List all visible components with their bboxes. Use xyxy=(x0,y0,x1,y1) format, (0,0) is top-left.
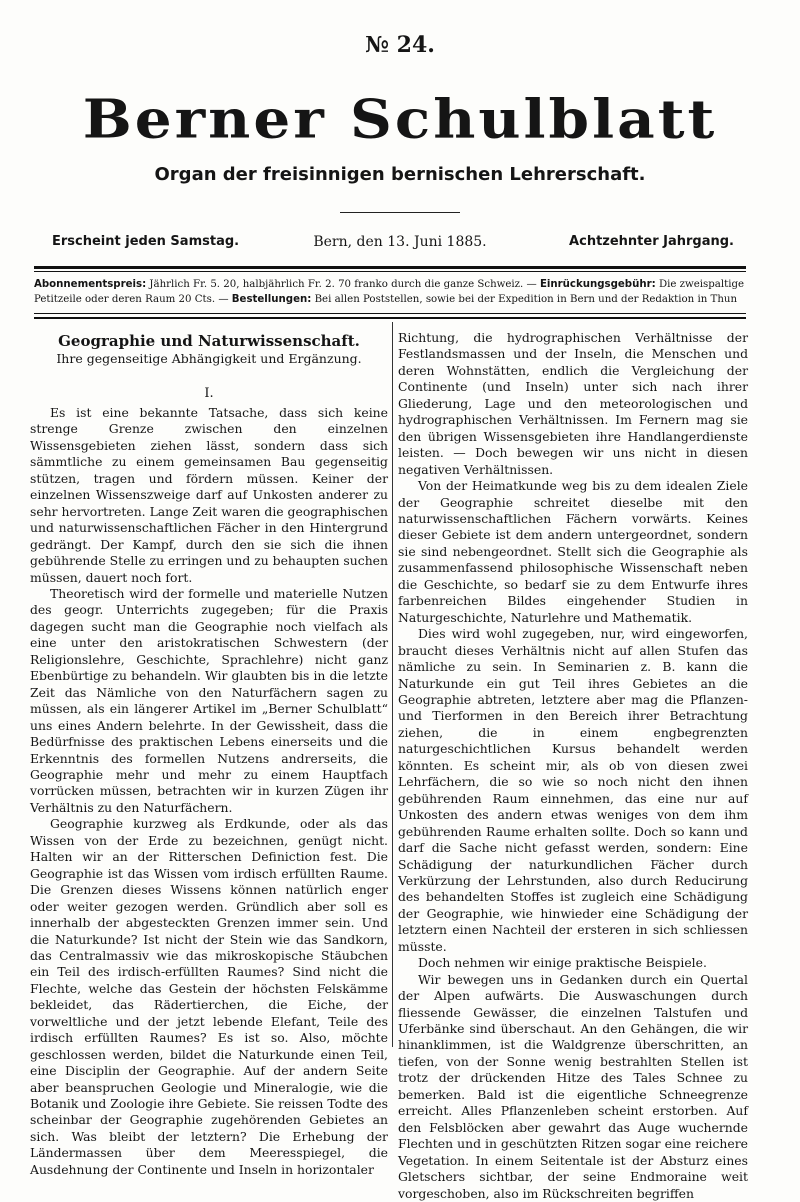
insertion-label: Einrückungsgebühr: xyxy=(539,279,656,290)
article-title: Geographie und Naturwissenschaft. xyxy=(58,332,360,350)
insertion-rate-text: Petitzeile oder deren Raum 20 Cts. — xyxy=(34,294,229,305)
paragraph: Es ist eine bekannte Tatsache, dass sich keine strenge Grenze zwischen den einzelnen Wissensgebieten ziehen lässt, sondern dass sich sämmtliche zu einem gemeinsamen Bau gegenseitig stützen, tragen und fördern müssen. Keiner der einzelnen Wissenszweige darf auf Unkosten anderer zu sehr hervortreten. Lange Zeit waren die geographischen und naturwissenschaftlichen Fächer in den Hintergrund gedrängt. Der Kampf, durch den sie sich die ihnen gebührende Stelle zu erringen und zu behaupten suchen müssen, dauert noch fort. xyxy=(30,405,388,585)
header-rule-thick xyxy=(34,266,746,269)
paragraph: Geographie kurzweg als Erdkunde, oder als das Wissen von der Erde zu bezeichnen, genügt nicht. Halten wir an der Ritterschen Definiction fest. Die Geographie ist das Wissen vom irdisch erfüllten Raume. Die Grenzen dieses Wissens können natürlich enger oder weiter gezogen werden. Gründlich aber soll es innerhalb der abgesteckten Grenzen immer sein. Und die Naturkunde? Ist nicht der Stein wie das Sandkorn, das Centralmassiv wie das mikroskopische Stäubchen ein Teil des irdisch-erfüllten Raumes? Sind nicht die Flechte, welche das Gestein der höchsten Felskämme bekleidet, das Rädertierchen, die Eiche, der vorweltliche und der jetzt lebende Elefant, Teile des irdisch erfüllten Raumes? Es ist so. Also, möchte geschlossen werden, bildet die Naturkunde einen Teil, eine Disciplin der Geographie. Auf der andern Seite aber beanspruchen Geologie und Mineralogie, wie die Botanik und Zoologie ihre Gebiete. Sie reissen Todte des scheinbar der Geographie zugehörenden Gebietes an sich. Was bleibt der letztern? Die Erhebung der Ländermassen über dem Meeresspiegel, die Ausdehnung der Continente und Inseln in horizontaler xyxy=(30,816,388,1177)
paragraph: Von der Heimatkunde weg bis zu dem idealen Ziele der Geographie schreitet dieselbe mit den naturwissenschaftlichen Fächern vorwärts. Keines dieser Gebiete ist dem andern untergeordnet, sondern sie sind nebengeordnet. Stellt sich die Geographie als zusammenfassend philosophische Wissenschaft neben die Geschichte, so bedarf sie zu dem Entwurfe ihres farbenreichen Bildes eingehender Studien in Naturgeschichte, Naturlehre und Mathematik. xyxy=(398,478,748,625)
article-subtitle: Ihre gegenseitige Abhängigkeit und Ergänzung. xyxy=(56,351,362,366)
newspaper-masthead: Berner Schulblatt xyxy=(82,88,718,151)
publication-frequency: Erscheint jeden Samstag. xyxy=(52,234,240,249)
volume-year: Achtzehnter Jahrgang. xyxy=(569,234,734,249)
orders-label: Bestellungen: xyxy=(231,294,312,305)
body-rule-thin xyxy=(34,313,746,314)
paragraph: Dies wird wohl zugegeben, nur, wird eingeworfen, braucht dieses Verhältnis nicht auf allen Stufen das nämliche zu sein. In Seminarien z. B. kann die Naturkunde ein gut Teil ihres Gebietes an die Geographie abtreten, letztere aber mag die Pflanzen- und Tierformen in den Bereich ihrer Betrachtung ziehen, die in einem engbegrenzten naturgeschichtlichen Kursus behandelt werden könnten. Es scheint mir, als ob von diesen zwei Lehrfächern, die so wie so noch nicht den ihnen gebührenden Raum einnehmen, das eine nur auf Unkosten des andern etwas weniges von dem ihm gebührenden Raume erhalten sollte. Doch so kann und darf die Sache nicht gefasst werden, sondern: Eine Schädigung der naturkundlichen Fächer durch Verkürzung der Lehrstunden, also durch Reducirung des behandelten Stoffes ist zugleich eine Schädigung der Geographie, wie hinwieder eine Schädigung der letztern einen Nachteil der ersteren in sich schliessen müsste. xyxy=(398,626,748,954)
column-divider xyxy=(392,322,393,1047)
paragraph: Doch nehmen wir einige praktische Beispiele. xyxy=(418,955,707,971)
paragraph: Wir bewegen uns in Gedanken durch ein Quertal der Alpen aufwärts. Die Auswaschungen durch fliessende Gewässer, die einzelnen Talstufen und Uferbänke sind überschaut. An den Gehängen, die wir hinanklimmen, ist die Waldgrenze überschritten, an tiefen, von der Sonne wenig bestrahlten Stellen ist trotz der drückenden Hitze des Tales Schnee zu bemerken. Bald ist die eigentliche Schneegrenze erreicht. Alles Pflanzenleben scheint erstorben. Auf den Felsblöcken aber gewahrt das Auge wuchernde Flechten und in geschützten Ritzen sogar eine reichere Vegetation. In einem Seitentale ist der Absturz eines Gletschers sichtbar, der seine Endmoraine weit vorgeschoben, also im Rückschreiten begriffen xyxy=(398,971,748,1201)
newspaper-subtitle: Organ der freisinnigen bernischen Lehrerschaft. xyxy=(154,164,646,185)
article-column-right xyxy=(398,330,748,1202)
paragraph: Richtung, die hydrographischen Verhältnisse der Festlandsmassen und der Inseln, die Menschen und deren Wohnstätten, endlich die Vergleichung der Continente (und Inseln) unter sich nach ihrer Gliederung, Lage und den meteorologischen und hydrographischen Verhältnissen. Im Fernern mag sie den übrigen Wissensgebieten ihre Handlangerdienste leisten. — Doch bewegen wir uns nicht in diesen negativen Verhältnissen. xyxy=(398,330,748,477)
subscription-text: Jährlich Fr. 5. 20, halbjährlich Fr. 2. 70 franko durch die ganze Schweiz. — xyxy=(149,279,537,290)
issue-date: Bern, den 13. Juni 1885. xyxy=(313,234,487,250)
subscription-notice-line2 xyxy=(34,292,746,308)
body-rule-thick xyxy=(34,317,746,319)
section-number: I. xyxy=(204,386,214,401)
insertion-text: Die zweispaltige xyxy=(658,279,745,290)
orders-text: Bei allen Poststellen, sowie bei der Expedition in Bern und der Redaktion in Thun xyxy=(314,294,738,305)
subscription-label: Abonnementspreis: xyxy=(34,279,147,290)
article-column-left xyxy=(30,330,388,1178)
issue-number: № 24. xyxy=(365,32,435,58)
paragraph: Theoretisch wird der formelle und materielle Nutzen des geogr. Unterrichts zugegeben; für die Praxis dagegen sucht man die Geographie noch vielfach als eine unter den aristokratischen Schwestern (der Religionslehre, Geschichte, Sprachlehre) nicht ganz Ebenbürtige zu behandeln. Wir glaubten bis in die letzte Zeit das Nämliche von den Naturfächern sagen zu müssen, als ein längerer Artikel im „Berner Schulblatt“ uns eines Andern belehrte. In der Gewissheit, dass die Bedürfnisse des praktischen Lebens einerseits und die Erkenntnis des formellen Nutzens andrerseits, die Geographie mehr und mehr zu einem Hauptfach vorrücken müssen, betrachten wir in kurzen Zügen ihr Verhältnis zu den Naturfächern. xyxy=(30,585,388,815)
ornamental-rule xyxy=(340,212,460,213)
header-rule-thin xyxy=(34,271,746,272)
subscription-notice-line1 xyxy=(34,277,746,293)
